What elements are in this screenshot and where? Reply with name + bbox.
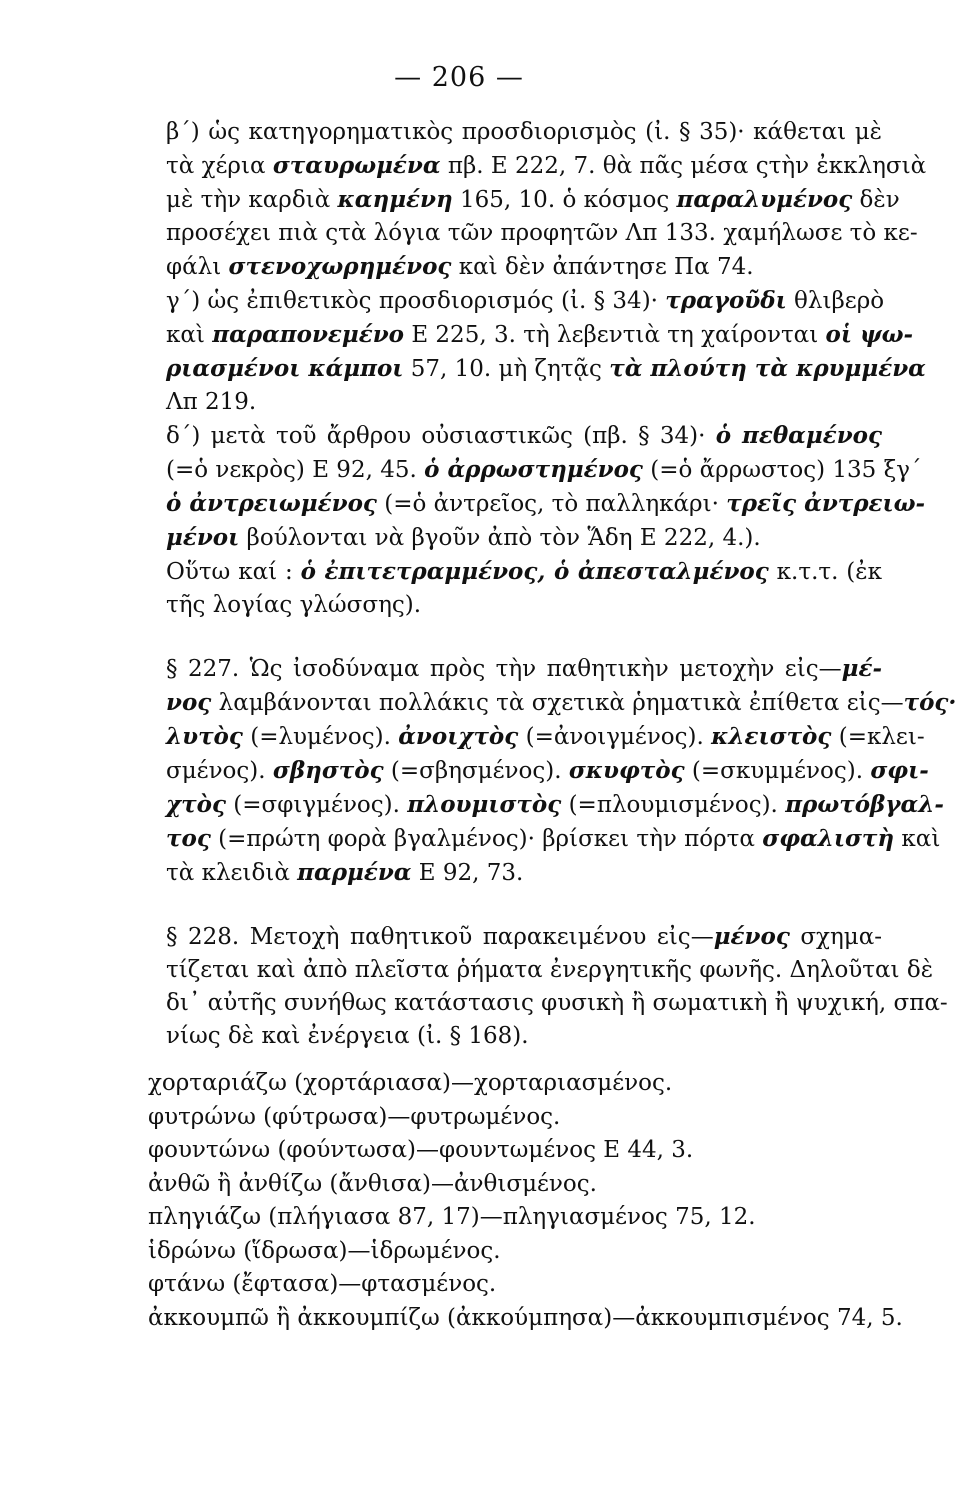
emphasized-term: τὰ πλούτη τὰ κρυμμένα (609, 355, 926, 382)
text-line (140, 183, 900, 217)
emphasized-term: ὁ ἐπιτετραμμένος, ὁ ἀπεσταλμένος (300, 558, 769, 585)
text-line (140, 149, 927, 183)
paragraph-houto (140, 555, 882, 622)
emphasized-term: παραλυμένος (676, 186, 853, 213)
text-line (140, 419, 882, 453)
text-line (140, 284, 885, 318)
text-line (140, 250, 882, 284)
text-run: Ε 225, 3. τὴ λεβεντιὰ τη χαίρονται (404, 322, 826, 348)
text-run: § 228. Μετοχὴ παθητικοῦ παρακειμένου εἰς— (166, 924, 714, 950)
text-run: (=κλει- (831, 724, 925, 750)
paragraph-beta (140, 116, 927, 284)
emphasized-term: ὁ ἀρρωστημένος (424, 456, 643, 483)
text-line (140, 217, 918, 250)
text-run: 57, 10. μὴ ζητᾷς (403, 356, 610, 382)
emphasized-term: τραγοῦδι (665, 287, 787, 314)
text-run: Οὕτω καί : (166, 559, 301, 585)
paragraph-delta (140, 419, 926, 555)
text-run: θλιβερὸ (786, 288, 885, 314)
text-line (140, 686, 956, 720)
text-line (140, 318, 914, 352)
text-run: (=σφιγμένος). (225, 792, 408, 818)
text-run: τῆς λογίας γλώσσης). (166, 592, 422, 618)
text-line (140, 521, 882, 555)
emphasized-term: καημένη (337, 186, 453, 213)
text-line (140, 386, 882, 419)
text-run: (=ὁ ἀντρεῖος, τὸ παλληκάρι· (376, 491, 727, 517)
verb-entry: πληγιάζω (πλήγιασα 87, 17)—πληγιασμένος 75, 12. (148, 1204, 756, 1230)
text-run: 165, 10. ὁ κόσμος (452, 187, 677, 213)
text-line (140, 652, 882, 686)
text-run: λαμβάνονται πολλάκις τὰ σχετικὰ ῥηματικὰ ἐπίθετα εἰς— (211, 690, 904, 716)
text-line (140, 555, 882, 589)
text-run: (=ὁ νεκρὸς) Ε 92, 45. (166, 457, 425, 483)
emphasized-term: σφι- (870, 757, 929, 784)
text-line (140, 1020, 882, 1053)
text-line (140, 754, 929, 788)
emphasized-term: σφαλιστὴ (762, 825, 895, 852)
text-run: κ.τ.τ. (ἐκ (768, 559, 882, 585)
text-run: σμένος). (166, 758, 273, 784)
emphasized-term: λυτὸς (166, 723, 243, 750)
emphasized-term: τός· (903, 689, 956, 716)
text-run: καὶ (166, 322, 213, 348)
text-line (140, 116, 882, 149)
text-run: τὰ χέρια (166, 153, 273, 179)
text-run: τὰ κλειδιὰ (166, 860, 298, 886)
text-line (140, 589, 882, 622)
text-run: (=πρώτη φορὰ βγαλμένος)· βρίσκει τὴν πόρτα (210, 826, 763, 852)
text-run: δὲν (852, 187, 900, 213)
text-run: β΄) ὡς κατηγορηματικὸς προσδιορισμὸς (ἰ. § 35)· κάθεται μὲ (166, 119, 882, 145)
verb-entry: ἀκκουμπῶ ἢ ἀκκουμπίζω (ἀκκούμπησα)—ἀκκουμπισμένος 74, 5. (148, 1304, 903, 1331)
text-line (140, 720, 925, 754)
verb-entry: φυτρώνω (φύτρωσα)—φυτρωμένος. (148, 1103, 561, 1130)
text-run: μὲ τὴν καρδιὰ (166, 187, 338, 213)
text-line (140, 920, 882, 954)
text-run: Λπ 219. (166, 389, 257, 415)
text-line (140, 822, 941, 856)
emphasized-term: χτὸς (166, 791, 226, 818)
text-run: (=σκυμμένος). (684, 758, 871, 784)
emphasized-term: ὁ ἀντρειωμένος (166, 490, 377, 517)
verb-list (140, 1067, 903, 1335)
text-line (140, 954, 934, 987)
emphasized-term: μένοι (166, 524, 240, 551)
page-body (140, 116, 956, 1335)
verb-entry: ἱδρώνω (ἵδρωσα)—ἱδρωμένος. (148, 1237, 501, 1264)
verb-entry: φουντώνω (φούντωσα)—φουντωμένος Ε 44, 3. (148, 1137, 694, 1163)
emphasized-term: κλειστὸς (711, 723, 832, 750)
text-line (140, 352, 926, 386)
text-run: φάλι (166, 254, 229, 280)
text-run: γ΄) ὡς ἐπιθετικὸς προσδιορισμός (ἰ. § 34)· (166, 288, 666, 314)
emphasized-term: στενοχωρημένος (228, 253, 452, 280)
verb-entry: φτάνω (ἔφτασα)—φτασμένος. (148, 1271, 497, 1297)
section-227 (140, 652, 956, 890)
text-run: νίως δὲ καὶ ἐνέργεια (ἰ. § 168). (166, 1023, 529, 1049)
emphasized-term: νος (166, 689, 212, 716)
verb-entry: ἀνθῶ ἢ ἀνθίζω (ἄνθισα)—ἀνθισμένος. (148, 1170, 597, 1197)
text-run: πβ. Ε 222, 7. θὰ πᾶς μέσα ςτὴν ἐκκλησιὰ (440, 153, 927, 179)
text-run: Ε 92, 73. (411, 860, 524, 886)
paragraph-gamma (140, 284, 926, 419)
text-run: (=σβησμένος). (383, 758, 569, 784)
verb-entry: χορταριάζω (χορτάριασα)—χορταριασμένος. (148, 1070, 673, 1096)
emphasized-term: σταυρωμένα (272, 152, 441, 179)
text-line (140, 856, 882, 890)
emphasized-term: ὁ πεθαμένος (715, 422, 883, 449)
text-run: (=λυμένος). (242, 724, 399, 750)
text-run: προσέχει πιὰ ςτὰ λόγια τῶν προφητῶν Λπ 133. χαμήλωσε τὸ κε- (166, 220, 918, 246)
emphasized-term: πρωτόβγαλ- (785, 791, 944, 818)
text-run: σχημα- (789, 924, 882, 950)
emphasized-term: οἱ ψω- (825, 321, 914, 348)
text-run: § 227. Ὡς ἰσοδύναμα πρὸς τὴν παθητικὴν μετοχὴν εἰς— (166, 656, 842, 682)
text-run: (=ὁ ἄρρωστος) 135 ξγ΄ (642, 457, 922, 483)
text-line (140, 487, 926, 521)
text-run: (=πλουμισμένος). (561, 792, 786, 818)
text-line (140, 788, 944, 822)
emphasized-term: μένος (713, 923, 790, 950)
text-run: δι᾽ αὐτῆς συνήθως κατάστασις φυσικὴ ἢ σωματικὴ ἢ ψυχική, σπα- (166, 990, 948, 1016)
section-228 (140, 920, 948, 1053)
emphasized-term: μέ- (841, 655, 882, 682)
emphasized-term: σκυφτὸς (568, 757, 685, 784)
text-run: δ΄) μετὰ τοῦ ἄρθρου οὐσιαστικῶς (πβ. § 34)· (166, 423, 716, 449)
text-run: βούλονται νὰ βγοῦν ἀπὸ τὸν Ἅδη Ε 222, 4.). (239, 525, 761, 551)
text-run: καὶ (894, 826, 941, 852)
emphasized-term: τος (166, 825, 211, 852)
text-run: (=ἀνοιγμένος). (518, 724, 712, 750)
emphasized-term: παραπονεμένο (212, 321, 405, 348)
emphasized-term: τρεῖς ἀντρειω- (726, 490, 926, 517)
text-line (140, 987, 948, 1020)
page-number: — 206 — (394, 62, 524, 93)
text-run: καὶ δὲν ἀπάντησε Πα 74. (451, 254, 754, 280)
emphasized-term: παρμένα (297, 859, 412, 886)
emphasized-term: πλουμιστὸς (407, 791, 562, 818)
text-run: τίζεται καὶ ἀπὸ πλεῖστα ῥήματα ἐνεργητικῆς φωνῆς. Δηλοῦται δὲ (166, 957, 934, 983)
emphasized-term: σβηστὸς (272, 757, 384, 784)
text-line (140, 453, 922, 487)
emphasized-term: ριασμένοι κάμποι (166, 355, 404, 382)
emphasized-term: ἀνοιχτὸς (398, 723, 519, 750)
